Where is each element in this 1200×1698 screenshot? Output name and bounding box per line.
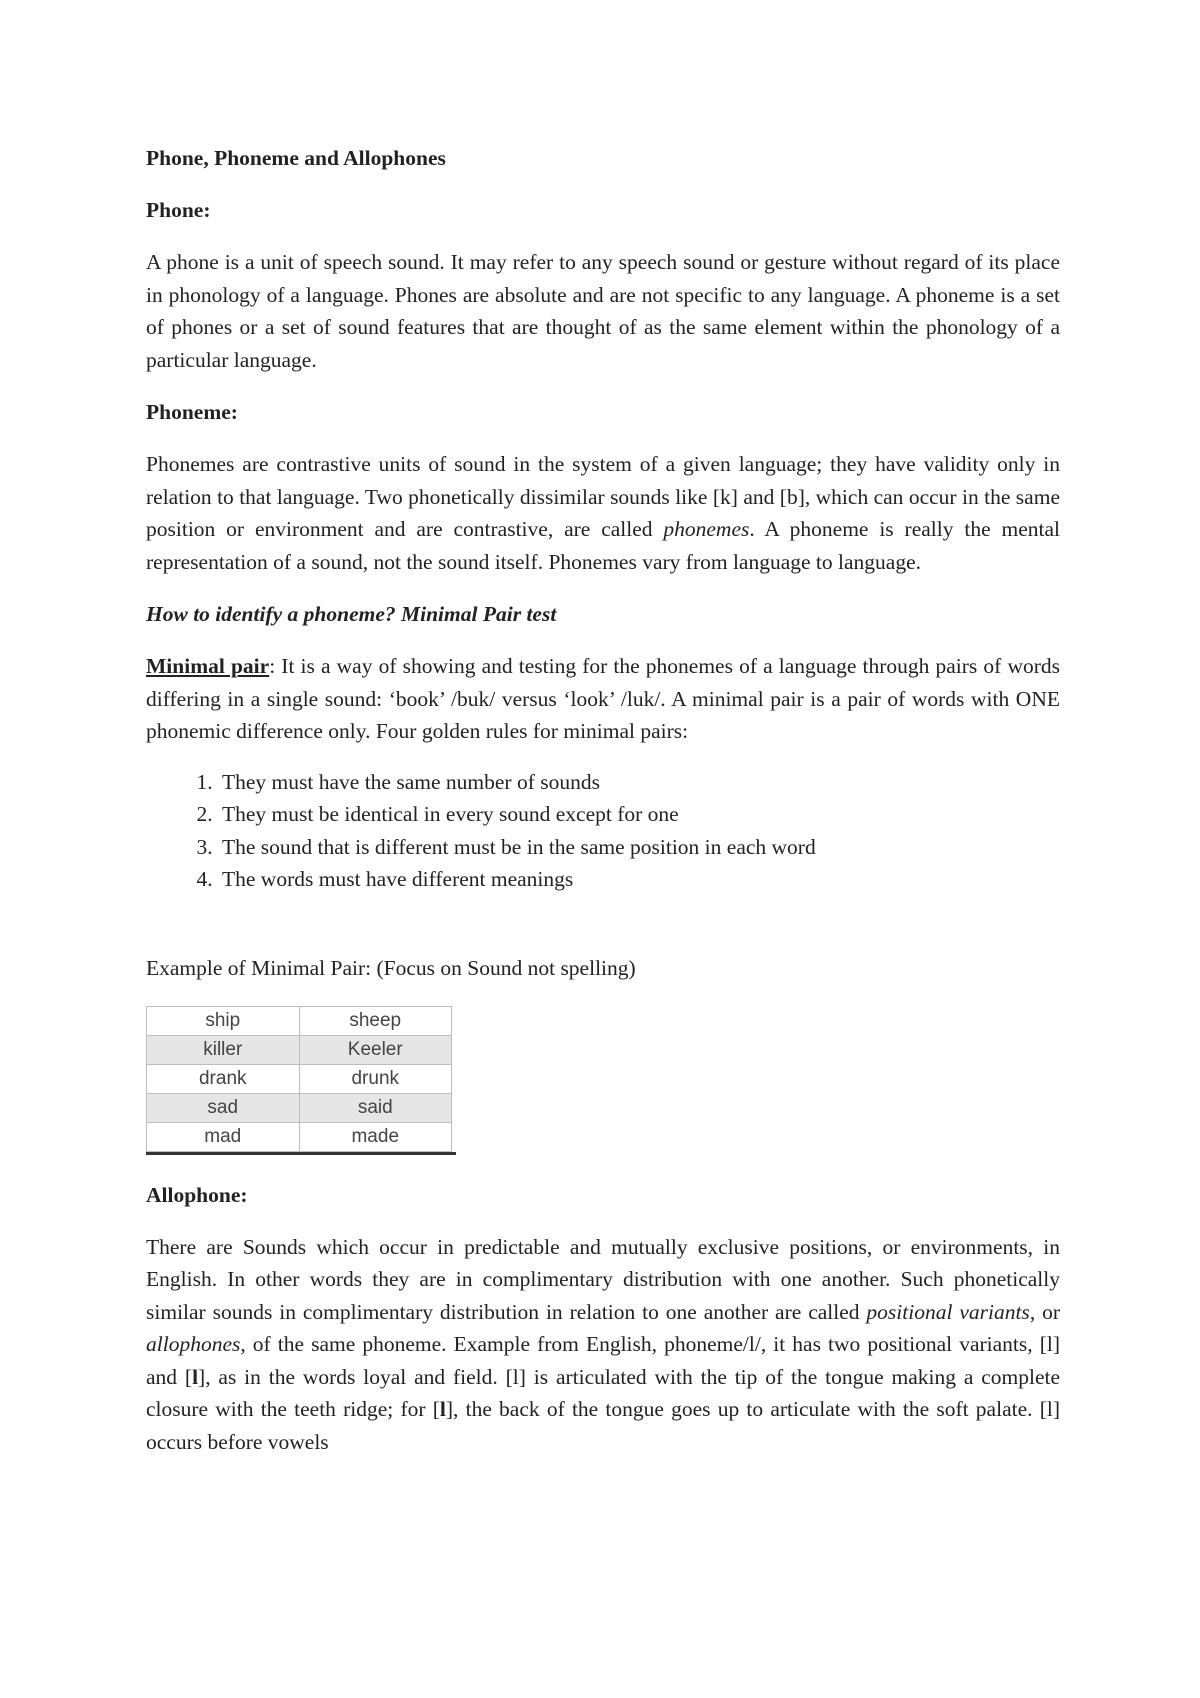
- minimal-pair-term: Minimal pair: [146, 654, 270, 678]
- table-cell: drunk: [299, 1064, 452, 1093]
- phoneme-emphasis: phonemes: [663, 517, 750, 541]
- allophone-text-3: , of the same phoneme. Example from English, phoneme/l/, it has two positional variants, [l] and [: [146, 1332, 1060, 1389]
- allophone-text-4: ], as in the words loyal and field. [l] is articulated with the tip of the tongue making a complete closure with the teeth ridge; for [: [146, 1364, 1061, 1421]
- minimal-pair-table-wrapper: [146, 1006, 456, 1155]
- rule-item: 2. They must be identical in every sound except for one: [218, 798, 1060, 831]
- table-cell: sad: [147, 1093, 300, 1122]
- rule-item: 1. They must have the same number of sounds: [218, 766, 1060, 799]
- phone-heading: Phone:: [146, 198, 211, 222]
- table-cell: killer: [147, 1035, 300, 1064]
- rule-item: 4. The words must have different meanings: [218, 863, 1060, 896]
- table-row: [147, 1064, 452, 1093]
- table-cell: sheep: [299, 1006, 452, 1035]
- phoneme-text-2: . A phoneme is really the mental representation of a sound, not the sound itself. Phonemes vary from language to language.: [146, 517, 1060, 574]
- table-row: [147, 1122, 452, 1151]
- table-cell: ship: [147, 1006, 300, 1035]
- table-row: [147, 1006, 452, 1035]
- table-row: [147, 1035, 452, 1064]
- table-cell: said: [299, 1093, 452, 1122]
- phoneme-heading: Phoneme:: [146, 400, 238, 424]
- table-bottom-rule: [146, 1152, 456, 1155]
- phoneme-paragraph: [146, 448, 1060, 578]
- minimal-pair-subheading: How to identify a phoneme? Minimal Pair test: [146, 602, 557, 626]
- allophone-text-5: ], the back of the tongue goes up to articulate with the soft palate. [l] occurs before vowels: [146, 1397, 1060, 1454]
- table-cell: drank: [147, 1064, 300, 1093]
- table-cell: made: [299, 1122, 452, 1151]
- document-content: [146, 142, 1060, 1458]
- minimal-pair-text: : It is a way of showing and testing for the phonemes of a language through pairs of words differing in a single sound: ‘book’ /buk/ versus ‘look’ /luk/. A minimal pair is a pair of words with ONE phonemic difference only. Four golden rules for minimal pairs:: [146, 654, 1060, 743]
- allophone-emphasis-2: allophones: [146, 1332, 241, 1356]
- allophone-text-2: , or: [1029, 1299, 1060, 1324]
- rule-item: 3. The sound that is different must be in the same position in each word: [218, 831, 1060, 864]
- minimal-pair-paragraph: [146, 650, 1060, 748]
- table-cell: mad: [147, 1122, 300, 1151]
- example-label: Example of Minimal Pair: (Focus on Sound not spelling): [146, 955, 636, 980]
- dark-l-symbol: l: [192, 1364, 199, 1389]
- allophone-paragraph: [146, 1231, 1060, 1459]
- phone-paragraph: A phone is a unit of speech sound. It may refer to any speech sound or gesture without regard of its place in phonology of a language. Phones are absolute and are not specific to any language. A phoneme is a set of phones or a set of sound features that are thought of as the same element within the phonology of a particular language.: [146, 250, 1060, 372]
- allophone-emphasis-1: positional variants: [866, 1299, 1030, 1324]
- document-title: Phone, Phoneme and Allophones: [146, 146, 446, 170]
- allophone-text-1: There are Sounds which occur in predictable and mutually exclusive positions, or environments, in English. In other words they are in complimentary distribution with one another. Such phonetically similar sounds in complimentary distribution in relation to one another are called: [146, 1234, 1060, 1324]
- golden-rules-list: [146, 766, 1060, 896]
- table-row: [147, 1093, 452, 1122]
- phoneme-text-1: Phonemes are contrastive units of sound in the system of a given language; they have validity only in relation to that language. Two phonetically dissimilar sounds like [k] and [b], which can occur in the same position or environment and are contrastive, are called: [146, 452, 1060, 541]
- minimal-pair-table: [146, 1006, 452, 1152]
- allophone-heading: Allophone:: [146, 1182, 248, 1207]
- table-cell: Keeler: [299, 1035, 452, 1064]
- dark-l-symbol: l: [439, 1397, 446, 1421]
